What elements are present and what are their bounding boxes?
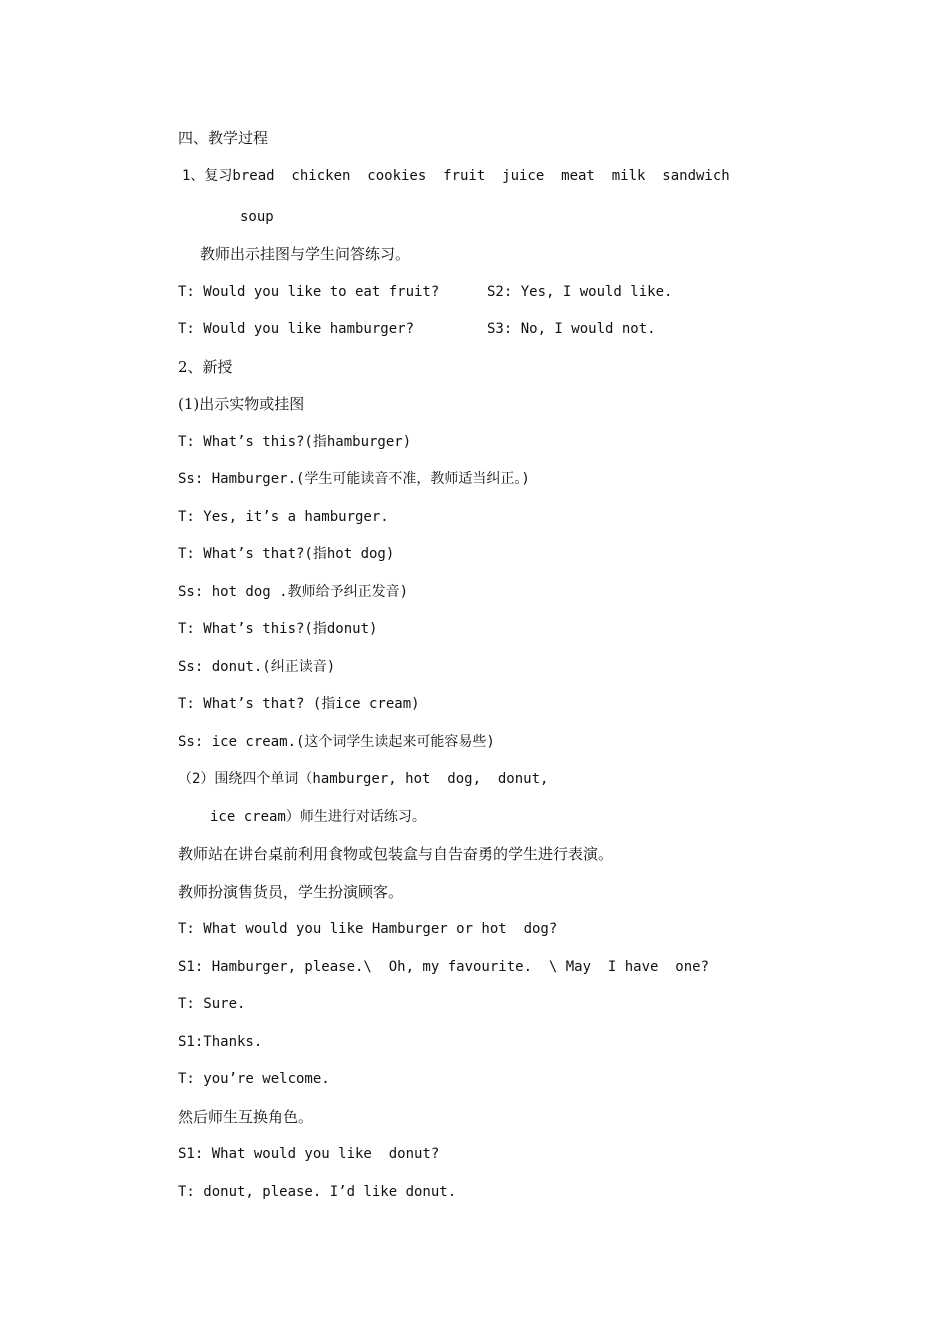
dialogue-line: S1: What would you like donut? <box>178 1146 440 1162</box>
text-line: (1)出示实物或挂图 <box>178 395 305 413</box>
dialogue-line: Ss: Hamburger.(学生可能读音不准，教师适当纠正。) <box>178 471 530 487</box>
text-line: 教师站在讲台桌前利用食物或包装盒与自告奋勇的学生进行表演。 <box>178 845 614 863</box>
dialogue-line: S1: Hamburger, please.\ Oh, my favourite. \ May I have one? <box>178 959 710 975</box>
dialogue-line: Ss: hot dog .教师给予纠正发音) <box>178 584 409 600</box>
dialogue-reply: S3: No, I would not. <box>487 321 656 337</box>
text-line: ice cream）师生进行对话练习。 <box>210 809 426 825</box>
dialogue-line: Ss: ice cream.(这个词学生读起来可能容易些) <box>178 734 495 750</box>
review-words-line: 1、复习bread chicken cookies fruit juice meat milk sandwich <box>182 168 730 184</box>
subsection-heading: 2、新授 <box>178 358 233 376</box>
dialogue-line: T: What’s this?(指hamburger) <box>178 434 412 450</box>
dialogue-line: T: Would you like hamburger? <box>178 321 415 337</box>
dialogue-line: T: Sure. <box>178 996 246 1012</box>
dialogue-line: T: What’s that?(指hot dog) <box>178 546 395 562</box>
dialogue-line: T: What would you like Hamburger or hot dog? <box>178 921 558 937</box>
dialogue-line: Ss: donut.(纠正读音) <box>178 659 336 675</box>
section-heading: 四、教学过程 <box>178 129 269 147</box>
text-line: 然后师生互换角色。 <box>178 1108 314 1126</box>
review-words-continuation: soup <box>240 209 274 225</box>
dialogue-line: T: Yes, it’s a hamburger. <box>178 509 389 525</box>
text-line: 教师扮演售货员，学生扮演顾客。 <box>178 883 404 901</box>
dialogue-line: T: Would you like to eat fruit? <box>178 284 440 300</box>
dialogue-reply: S2: Yes, I would like. <box>487 284 673 300</box>
dialogue-line: T: donut, please. I’d like donut. <box>178 1184 457 1200</box>
dialogue-line: T: What’s this?(指donut) <box>178 621 378 637</box>
dialogue-line: S1:Thanks. <box>178 1034 263 1050</box>
text-line: （2）围绕四个单词（hamburger, hot dog, donut, <box>178 771 549 787</box>
dialogue-line: T: you’re welcome. <box>178 1071 330 1087</box>
dialogue-line: T: What’s that? (指ice cream) <box>178 696 420 712</box>
text-line: 教师出示挂图与学生问答练习。 <box>200 245 411 263</box>
